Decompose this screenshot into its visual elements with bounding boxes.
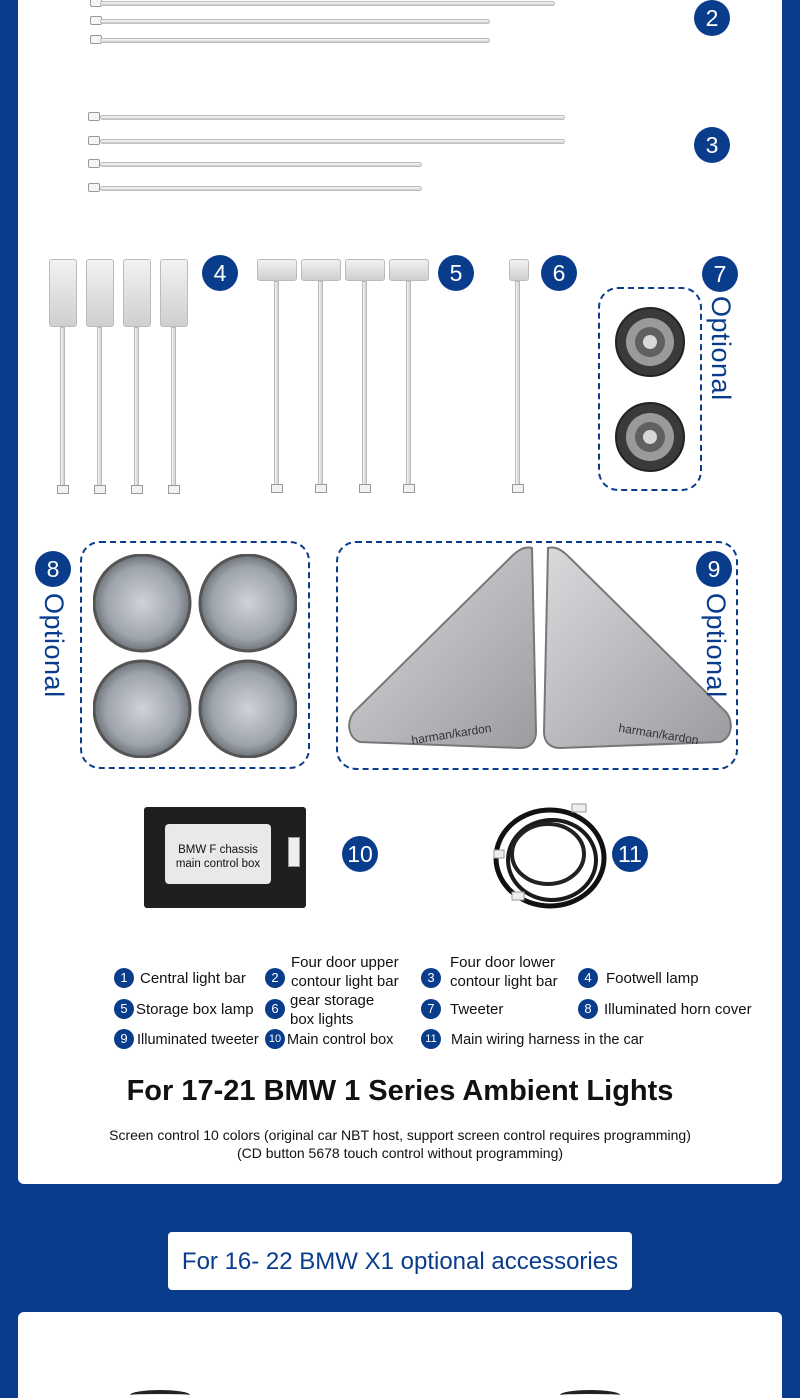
legend-number: 4 [578,968,598,988]
connector [94,485,106,494]
wire [406,281,411,486]
lamp [257,259,297,281]
legend-number: 10 [265,1029,285,1049]
subtitle-line-1: Screen control 10 colors (original car NBT host, support screen control requires programming) [109,1127,691,1143]
connector [403,484,415,493]
lamp [123,259,151,327]
legend-label: Illuminated horn cover [604,1001,752,1018]
legend-number: 11 [421,1029,441,1049]
badge-5: 5 [438,255,474,291]
product-edge [560,1390,620,1398]
lamp [86,259,114,327]
cable-plug [88,183,100,192]
badge-11: 11 [612,836,648,872]
legend-label: contour light bar [291,973,399,990]
legend-label: Four door upper [291,954,399,971]
cable-plug [88,136,100,145]
legend-number: 6 [265,999,285,1019]
legend-label: Main control box [287,1032,394,1048]
optional-label: Optional [706,296,736,401]
badge-10: 10 [342,836,378,872]
legend-label: gear storage [290,992,375,1009]
cable-plug [88,159,100,168]
optional-label: Optional [39,593,69,698]
cable [100,139,565,144]
illuminated-tweeter-icon [342,542,738,768]
page-title: For 17-21 BMW 1 Series Ambient Lights [126,1075,674,1107]
cable [100,38,490,43]
legend-label: Footwell lamp [606,970,699,987]
legend-label: Main wiring harness in the car [451,1032,644,1048]
wiring-harness-icon [492,800,612,915]
connector [131,485,143,494]
cable [100,19,490,24]
lamp [160,259,188,327]
badge-8: 8 [35,551,71,587]
legend-number: 9 [114,1029,134,1049]
badge-6: 6 [541,255,577,291]
cable [100,115,565,120]
legend-number: 5 [114,999,134,1019]
legend-label: contour light bar [450,973,558,990]
lamp [49,259,77,327]
connector [315,484,327,493]
control-box-label: BMW F chassis main control box [165,824,271,884]
badge-4: 4 [202,255,238,291]
product-edge [130,1390,190,1398]
tweeter-icon [614,401,686,473]
legend-label: Central light bar [140,970,246,987]
connector [57,485,69,494]
legend-number: 8 [578,999,598,1019]
subtitle-line-2: (CD button 5678 touch control without programming) [236,1145,564,1161]
accessories-banner: For 16- 22 BMW X1 optional accessories [168,1232,632,1290]
legend-label: box lights [290,1011,354,1028]
legend-number: 3 [421,968,441,988]
tweeter-icon [614,306,686,378]
badge-9: 9 [696,551,732,587]
brand-text: harman/kardon [617,720,700,748]
lamp [301,259,341,281]
wire [515,281,520,486]
legend-number: 7 [421,999,441,1019]
legend-label: Storage box lamp [136,1001,254,1018]
legend-number: 2 [265,968,285,988]
cable-plug [88,112,100,121]
horn-cover-icons [93,554,297,758]
cable [100,162,422,167]
badge-7: 7 [702,256,738,292]
wire [274,281,279,486]
connector [288,837,300,867]
wire [362,281,367,486]
connector [359,484,371,493]
legend-label: Tweeter [450,1001,504,1018]
main-control-box [144,807,306,908]
legend-number: 1 [114,968,134,988]
accessories-panel [18,1312,782,1398]
legend-label: Illuminated tweeter [137,1032,259,1048]
wire [171,327,176,487]
wire [134,327,139,487]
brand-text: harman/kardon [410,720,493,748]
lamp [345,259,385,281]
lamp [509,259,529,281]
wire [60,327,65,487]
connector [271,484,283,493]
badge-3: 3 [694,127,730,163]
connector [168,485,180,494]
legend-label: Four door lower [450,954,556,971]
lamp [389,259,429,281]
optional-label: Optional [701,593,731,698]
wire [97,327,102,487]
connector [512,484,524,493]
cable [100,1,555,6]
cable [100,186,422,191]
badge-2: 2 [694,0,730,36]
wire [318,281,323,486]
